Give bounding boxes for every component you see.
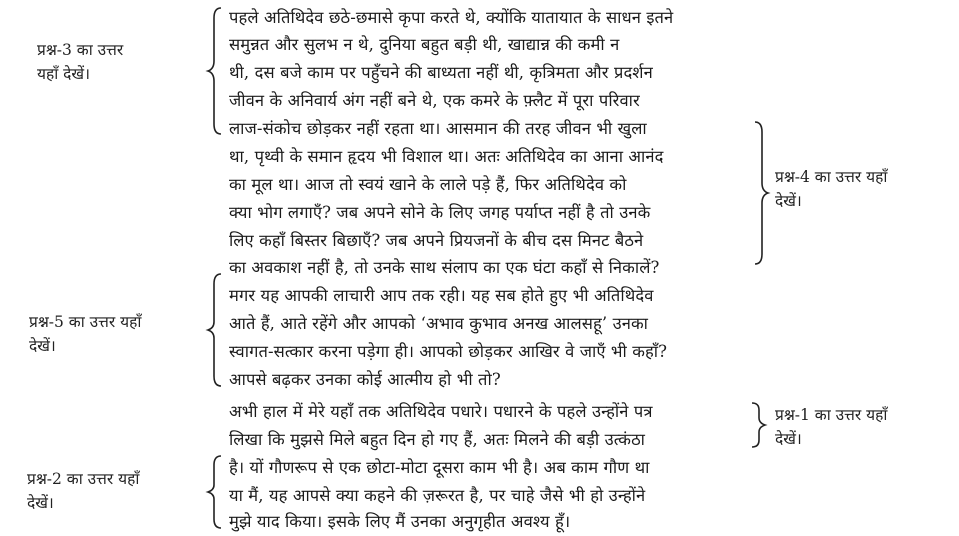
- text-line: लाज-संकोच छोड़कर नहीं रहता था। आसमान की तरह जीवन भी खुला: [229, 119, 647, 138]
- text-line: आते हैं, आते रहेंगे और आपको ‘अभाव कुभाव अनख आलसहू’ उनका: [229, 314, 649, 333]
- brace-question-3: [205, 6, 225, 136]
- text-line: आपसे बढ़कर उनका कोई आत्मीय हो भी तो?: [229, 370, 501, 389]
- brace-question-1: [749, 401, 769, 449]
- brace-question-5: [205, 272, 225, 388]
- text-line: लिए कहाँ बिस्तर बिछाएँ? जब अपने प्रियजनों के बीच दस मिनट बैठने: [229, 231, 644, 250]
- text-line: का मूल था। आज तो स्वयं खाने के लाले पड़े हैं, फिर अतिथिदेव को: [229, 175, 627, 194]
- label-question-5: प्रश्न-5 का उत्तर यहाँ देखें।: [29, 313, 142, 355]
- text-line: पहले अतिथिदेव छठे-छमासे कृपा करते थे, क्योंकि यातायात के साधन इतने: [229, 8, 674, 27]
- text-line: था, पृथ्वी के समान हृदय भी विशाल था। अतः अतिथिदेव का आना आनंद: [229, 147, 664, 166]
- text-line: जीवन के अनिवार्य अंग नहीं बने थे, एक कमरे के फ़्लैट में पूरा परिवार: [229, 91, 640, 110]
- text-line: मुझे याद किया। इसके लिए मैं उनका अनुगृहीत अवश्य हूँ।: [229, 512, 571, 531]
- text-line: या मैं, यह आपसे क्या कहने की ज़रूरत है, पर चाहे जैसे भी हो उन्होंने: [229, 486, 646, 505]
- text-line: मगर यह आपकी लाचारी आप तक रही। यह सब होते हुए भी अतिथिदेव: [229, 286, 654, 305]
- label-question-4: प्रश्न-4 का उत्तर यहाँ देखें।: [775, 168, 888, 210]
- text-line: अभी हाल में मेरे यहाँ तक अतिथिदेव पधारे। पधारने के पहले उन्होंने पत्र: [229, 402, 653, 421]
- text-line: स्वागत-सत्कार करना पड़ेगा ही। आपको छोड़कर आखिर वे जाएँ भी कहाँ?: [229, 342, 668, 361]
- label-question-1: प्रश्न-1 का उत्तर यहाँ देखें।: [775, 406, 888, 448]
- text-line: क्या भोग लगाएँ? जब अपने सोने के लिए जगह पर्याप्त नहीं है तो उनके: [229, 203, 651, 222]
- brace-question-2: [205, 454, 225, 530]
- label-question-3: प्रश्न-3 का उत्तर यहाँ देखें।: [37, 41, 124, 83]
- brace-question-4: [752, 120, 772, 266]
- text-line: थी, दस बजे काम पर पहुँचने की बाध्यता नहीं थी, कृत्रिमता और प्रदर्शन: [229, 63, 653, 82]
- text-line: लिखा कि मुझसे मिले बहुत दिन हो गए हैं, अतः मिलने की बड़ी उत्कंठा: [229, 430, 646, 449]
- text-line: समुन्नत और सुलभ न थे, दुनिया बहुत बड़ी थी, खाद्यान्न की कमी न: [229, 35, 620, 54]
- text-line: का अवकाश नहीं है, तो उनके साथ संलाप का एक घंटा कहाँ से निकालें?: [229, 258, 660, 277]
- label-question-2: प्रश्न-2 का उत्तर यहाँ देखें।: [27, 470, 140, 512]
- text-line: है। यों गौणरूप से एक छोटा-मोटा दूसरा काम भी है। अब काम गौण था: [229, 458, 650, 477]
